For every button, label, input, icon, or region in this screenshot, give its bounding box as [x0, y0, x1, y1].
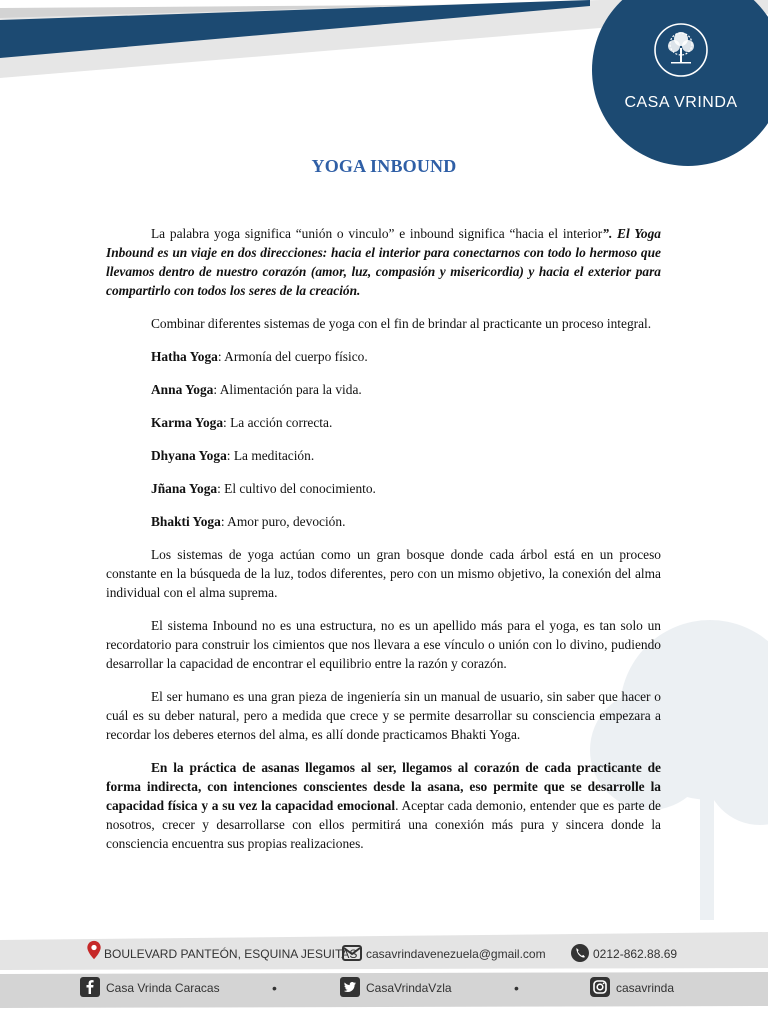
footer-twitter[interactable]: CasaVrindaVzla — [366, 981, 452, 995]
asanas-bold: En la práctica de asanas llegamos al ser, llegamos al corazón de cada practicante de forma indirecta, con intenciones conscientes desde la asana, eso permite que se desarrolle la capacidad física y a su vez la capacidad emocional — [106, 760, 661, 813]
instagram-icon[interactable] — [590, 977, 610, 997]
yoga-desc: : La acción correcta. — [223, 415, 333, 430]
separator-dot: • — [514, 980, 519, 996]
paragraph-asanas — [106, 758, 661, 853]
brand — [606, 22, 756, 112]
yoga-item — [151, 479, 661, 498]
separator-dot: • — [272, 980, 277, 996]
intro-emphasis: ”. El Yoga Inbound es un viaje en dos direcciones: hacia el interior para conectarnos con todo lo hermoso que llevamos dentro de nuestro corazón (amor, luz, compasión y misericordia) y hacia el exterior para compartirlo con todos los seres de la creación. — [106, 226, 662, 298]
yoga-item — [151, 512, 661, 531]
twitter-icon[interactable] — [340, 977, 360, 997]
yoga-name: Karma Yoga — [151, 415, 224, 430]
email-icon[interactable] — [342, 943, 362, 963]
yoga-name: Bhakti Yoga — [151, 514, 221, 529]
footer-instagram[interactable]: casavrinda — [616, 981, 675, 995]
yoga-name: Anna Yoga — [151, 382, 214, 397]
footer-social-row — [0, 974, 768, 1004]
yoga-desc: : La meditación. — [226, 448, 315, 463]
yoga-name: Dhyana Yoga — [151, 448, 227, 463]
yoga-desc: : Armonía del cuerpo físico. — [217, 349, 368, 364]
yoga-desc: : Amor puro, devoción. — [220, 514, 346, 529]
paragraph-human: El ser humano es una gran pieza de ingeniería sin un manual de usuario, sin saber que hacer o cuál es su deber natural, pero a medida que crece y se permite desarrollar su consciencia empezara a recordar los deberes eternos del alma, es allí donde practicamos Bhakti Yoga. — [106, 689, 661, 742]
intro-paragraph — [106, 224, 661, 300]
footer-facebook[interactable]: Casa Vrinda Caracas — [106, 981, 220, 995]
paragraph-inbound: El sistema Inbound no es una estructura, no es un apellido más para el yoga, es tan solo un recordatorio para construir los cimientos que nos llevara a ese vínculo o unión con lo divino, pudiendo desarrollar la capacidad de encontrar el equilibrio entre la razón y corazón. — [106, 618, 661, 671]
tree-icon — [653, 22, 709, 78]
yoga-item — [151, 446, 661, 465]
intro-text: La palabra yoga significa “unión o vinculo” e inbound significa “hacia el interior — [151, 226, 603, 241]
footer-phone[interactable]: 0212-862.88.69 — [593, 947, 678, 961]
paragraph-forest: Los sistemas de yoga actúan como un gran bosque donde cada árbol está en un proceso constante en la búsqueda de la luz, todos diferentes, pero con un mismo objetivo, la conexión del alma individual con el alma suprema. — [106, 547, 661, 600]
phone-icon[interactable] — [570, 943, 590, 963]
yoga-item — [151, 347, 661, 366]
yoga-name: Hatha Yoga — [151, 349, 218, 364]
footer-email[interactable]: casavrindavenezuela@gmail.com — [366, 947, 546, 961]
asanas-text: . Aceptar cada demonio, entender que es parte de nosotros, crecer y desarrollarse con ellos permitirá una conexión más pura y sincera donde la consciencia encuentra sus propias realizaciones. — [106, 798, 661, 851]
yoga-desc: : Alimentación para la vida. — [213, 382, 362, 397]
page-title: YOGA INBOUND — [311, 156, 457, 176]
yoga-name: Jñana Yoga — [151, 481, 218, 496]
location-pin-icon — [84, 940, 104, 960]
paragraph-integral: Combinar diferentes sistemas de yoga con el fin de brindar al practicante un proceso integral. — [151, 316, 652, 331]
brand-name: CASA VRINDA — [624, 94, 738, 111]
footer-address: BOULEVARD PANTEÓN, ESQUINA JESUITAS — [104, 947, 358, 961]
yoga-item — [151, 413, 661, 432]
footer-contact-row — [0, 940, 768, 970]
yoga-desc: : El cultivo del conocimiento. — [217, 481, 376, 496]
facebook-icon[interactable] — [80, 977, 100, 997]
yoga-item — [151, 380, 661, 399]
document-body — [106, 224, 661, 867]
